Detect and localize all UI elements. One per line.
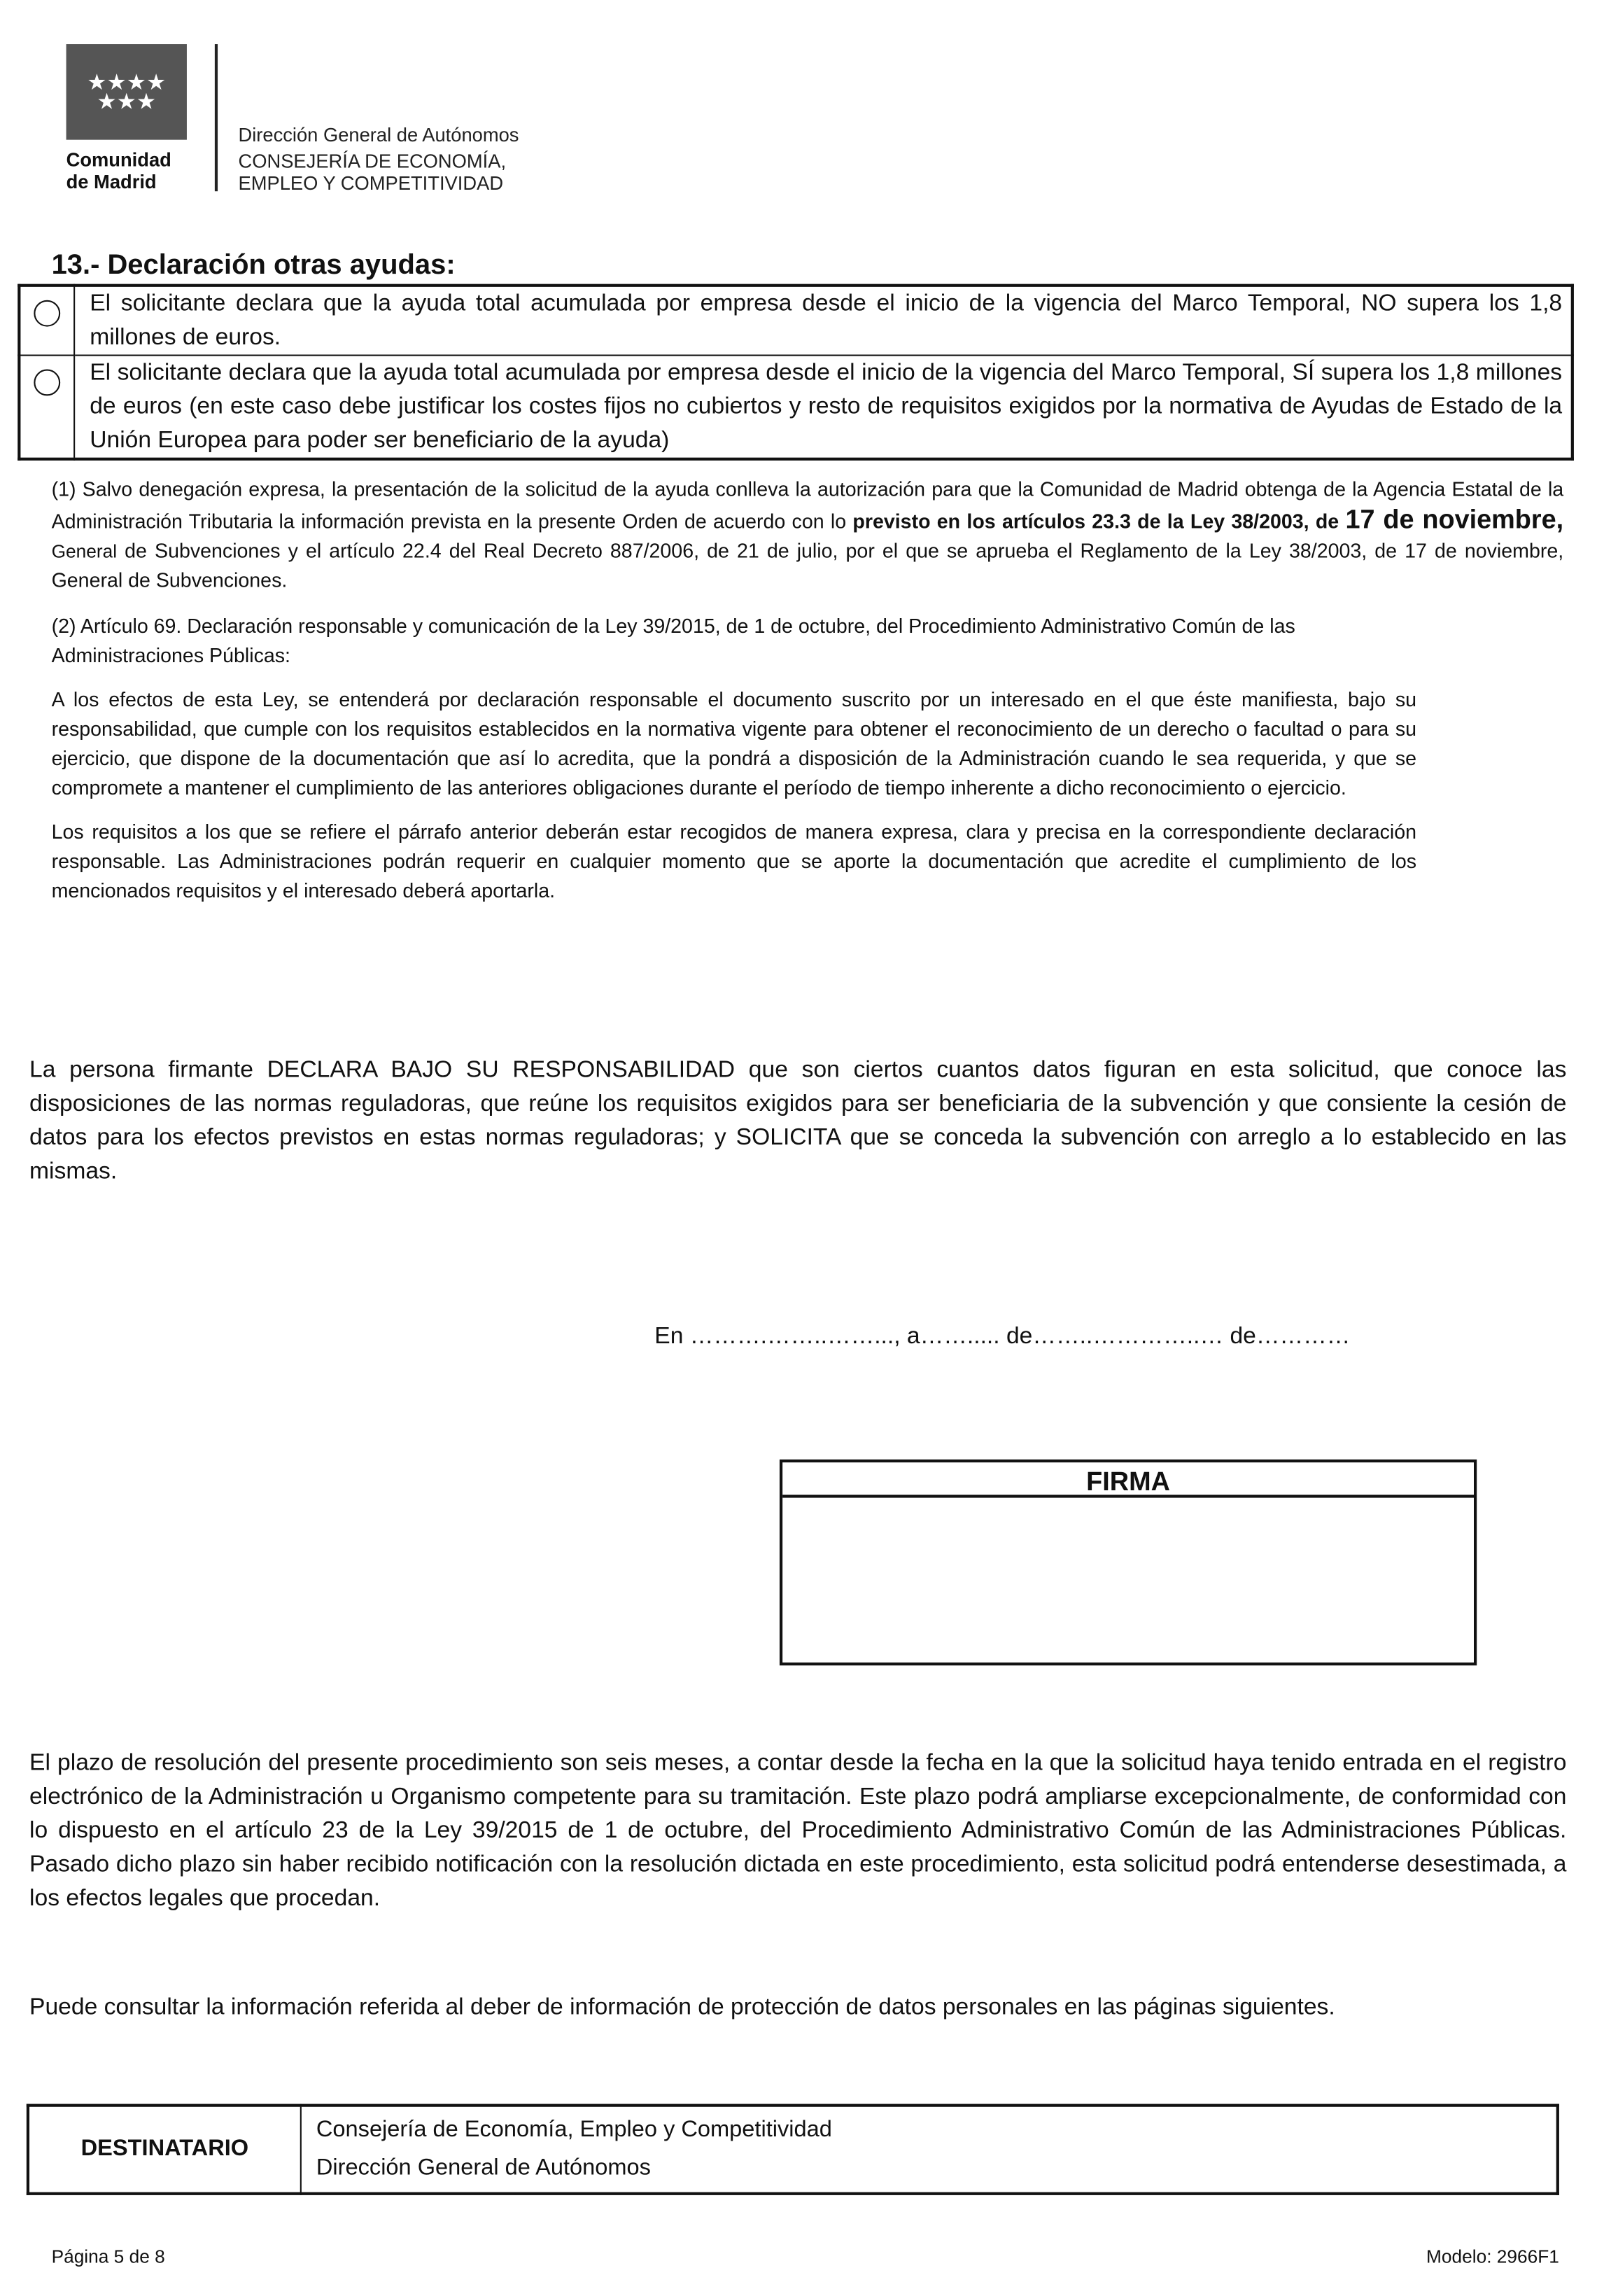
option-text: El solicitante declara que la ayuda total acumulada por empresa desde el inicio de la vigencia del Marco Temporal, NO supera los 1,8 millones de euros. — [74, 286, 1573, 356]
place-date-line[interactable]: En ……….……..……..., a……..... de……..…………..… de………… — [654, 1324, 1351, 1350]
recipient-line2: Dirección General de Autónomos — [316, 2155, 651, 2180]
declaration-text: La persona firmante DECLARA BAJO SU RESPONSABILIDAD que son ciertos cuantos datos figuran en esta solicitud, que conoce las disposiciones de las normas reguladoras, que reúne los requisitos exigidos para ser beneficiaria de la subvención y que consiente la cesión de datos para los efectos previstos en estas normas reguladoras; y SOLICITA que se conceda la subvención con arreglo a lo establecido en las mismas. — [29, 1058, 1567, 1184]
note-paragraph: Los requisitos a los que se refiere el párrafo anterior deberán estar recogidos de manera expresa, clara y precisa en la correspondiente declaración responsable. Las Administraciones podrán requerir en cualquier momento que se aporte la documentación que acredite el cumplimiento de los mencionados requisitos y el interesado deberá aportarla. — [51, 820, 1417, 902]
option-text: El solicitante declara que la ayuda total acumulada por empresa desde el inicio de la vigencia del Marco Temporal, SÍ supera los 1,8 millones de euros (en este caso debe justificar los costes fijos no cubiertos y resto de requisitos exigidos por la normativa de Ayudas de Estado de la Unión Europea para poder ser beneficiario de la ayuda) — [74, 356, 1573, 459]
privacy-notice: Puede consultar la información referida al deber de información de protección de datos personales en las páginas siguientes. — [29, 1995, 1335, 2020]
radio-si-supera[interactable] — [34, 370, 60, 396]
org-line2: CONSEJERÍA DE ECONOMÍA, — [238, 149, 507, 172]
page-number: Página 5 de 8 — [51, 2246, 165, 2267]
logo-text — [66, 148, 199, 192]
logo-line1: Comunidad — [66, 148, 171, 171]
note-paragraph: A los efectos de esta Ley, se entenderá por declaración responsable el documento suscrito por un interesado en el que éste manifiesta, bajo su responsabilidad, que cumple con los requisitos establecidos en la normativa vigente para obtener el reconocimiento de un derecho o facultad o para su ejercicio, que dispone de la documentación que así lo acredita, que la pondrá a disposición de la Administración cuando le sea requerida, y que se compromete a mantener el cumplimiento de las anteriores obligaciones durante el período de tiempo inherente a dicho reconocimiento o ejercicio. — [51, 688, 1417, 799]
org-line1: Dirección General de Autónomos — [238, 123, 519, 146]
footnote-2 — [52, 612, 1427, 671]
deadline-text: El plazo de resolución del presente procedimiento son seis meses, a contar desde la fecha en la que la solicitud haya tenido entrada en el registro electrónico de la Administración u Organismo competente para su tramitación. Este plazo podrá ampliarse excepcionalmente, de conformidad con lo dispuesto en el artículo 23 de la Ley 39/2015 de 1 de octubre, del Procedimiento Administrativo Común de las Administraciones Públicas. Pasado dicho plazo sin haber recibido notificación con la resolución dictada en este procedimiento, esta solicitud podrá entenderse desestimada, a los efectos legales que procedan. — [29, 1751, 1567, 1912]
model-number: Modelo: 2966F1 — [1426, 2246, 1559, 2267]
section-title: 13.- Declaración otras ayudas: — [51, 250, 456, 281]
note-bold-large: 17 de noviembre, — [1345, 504, 1564, 534]
option-row — [19, 286, 1573, 356]
header-divider — [215, 44, 217, 191]
note-text: (1) Salvo denegación expresa, la presentación de la solicitud de la ayuda conlleva la autorización para que la Comunidad de Madrid obtenga de la Agencia Estatal de la Administración Tributaria la información prevista en la presente Orden de acuerdo con lo — [51, 478, 1564, 533]
org-name — [238, 124, 519, 195]
recipient-value — [301, 2106, 1558, 2194]
note-title: (2) Artículo 69. Declaración responsable y comunicación de la Ley 39/2015, de 1 de octubre, del Procedimiento Administrativo Común de las Administraciones Públicas: — [51, 615, 1295, 667]
note-text: de Subvenciones y el artículo 22.4 del Real Decreto 887/2006, de 21 de julio, por el que se aprueba el Reglamento de la Ley 38/2003, de 17 de noviembre, General de Subvenciones. — [51, 540, 1564, 592]
recipient-line1: Consejería de Economía, Empleo y Competitividad — [316, 2117, 832, 2143]
deadline-notice — [29, 1746, 1566, 1916]
recipient-table — [27, 2104, 1559, 2195]
logo-line2: de Madrid — [66, 170, 157, 193]
signature-box[interactable] — [780, 1460, 1477, 1665]
org-line3: EMPLEO Y COMPETITIVIDAD — [238, 172, 504, 195]
note-text: General — [51, 541, 118, 562]
radio-no-supera[interactable] — [34, 300, 60, 327]
signature-label: FIRMA — [782, 1462, 1474, 1497]
option-row — [19, 356, 1573, 459]
aid-options-table — [17, 284, 1574, 461]
note-bold: previsto en los artículos 23.3 de la Ley 38/2003, de — [852, 510, 1346, 533]
footnote-1 — [52, 475, 1564, 596]
recipient-label: DESTINATARIO — [28, 2106, 301, 2194]
stars-icon: ★★★★ ★★★ — [87, 70, 167, 115]
declaration — [29, 1054, 1566, 1189]
footnote-2-body — [52, 685, 1416, 906]
